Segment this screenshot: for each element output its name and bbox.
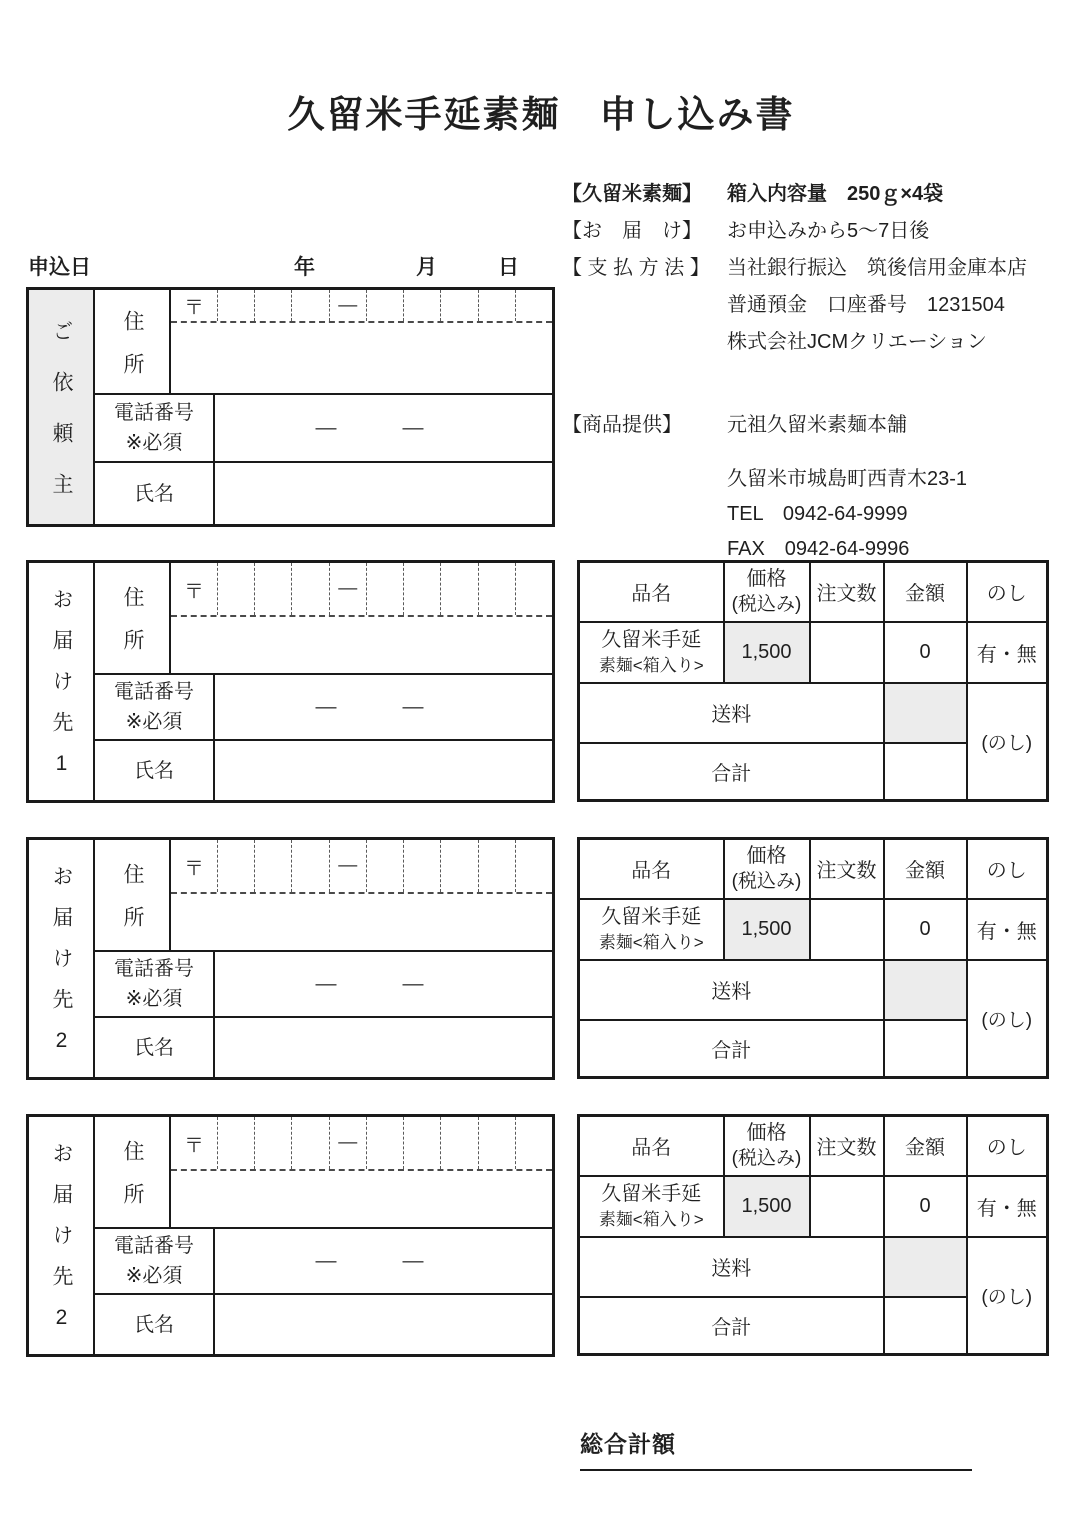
postal-box-cell (255, 563, 292, 615)
col-header-noshi: のし (967, 839, 1048, 899)
name-row (95, 1018, 552, 1077)
col-header-price: 価格 (税込み) (724, 1116, 810, 1176)
postal-box-cell (479, 563, 516, 615)
address-label: 住所 (95, 1117, 171, 1227)
order-product-row (579, 899, 1048, 960)
col-header-qty: 注文数 (810, 562, 884, 622)
info-value-account: 普通預金 口座番号 1231504 (727, 294, 1005, 316)
postal-dash-cell: — (330, 290, 367, 321)
address-write-area (171, 894, 552, 950)
phone-dash: — (315, 695, 337, 718)
shipping-label-cell: 送料 (579, 960, 884, 1020)
phone-row (95, 1229, 552, 1295)
phone-required-note: ※必須 (125, 1265, 183, 1287)
page-title: 久留米手延素麺 申し込み書 (287, 94, 795, 135)
name-write-area (215, 741, 552, 800)
phone-write-area (201, 952, 538, 1016)
amount-cell: 0 (884, 899, 967, 960)
provider-label: 【商品提供】 (562, 414, 682, 436)
phone-required-note: ※必須 (125, 711, 183, 733)
postal-box-cell (516, 1117, 552, 1169)
postal-box-cell (404, 563, 441, 615)
postal-box-cell (479, 290, 516, 321)
name-write-area (215, 1295, 552, 1354)
col-header-product: 品名 (579, 839, 724, 899)
postal-mark: 〒 (171, 290, 218, 321)
col-header-price: 価格 (税込み) (724, 839, 810, 899)
col-header-qty: 注文数 (810, 1116, 884, 1176)
postal-box-cell (218, 290, 255, 321)
name-label: 氏名 (95, 463, 215, 524)
col-header-product: 品名 (579, 562, 724, 622)
noshi-paren-cell: (のし) (967, 1237, 1048, 1355)
order-product-row (579, 1176, 1048, 1237)
total-label-cell: 合計 (579, 743, 884, 801)
product-info-block (562, 176, 1042, 361)
postal-code-row (171, 840, 552, 894)
noshi-paren-cell: (のし) (967, 960, 1048, 1078)
order-header-row (579, 839, 1048, 899)
name-label: 氏名 (95, 1018, 215, 1077)
phone-label: 電話番号 ※必須 (95, 675, 215, 739)
order-header-row (579, 562, 1048, 622)
postal-box-cell (367, 563, 404, 615)
address-write-area (171, 323, 552, 393)
shipping-row (579, 683, 1048, 743)
postal-box-cell (441, 840, 478, 892)
order-table-2 (577, 837, 1049, 1079)
total-label-cell: 合計 (579, 1297, 884, 1355)
postal-box-cell (292, 290, 329, 321)
postal-box-cell (367, 840, 404, 892)
postal-box-cell (516, 840, 552, 892)
shipping-row (579, 1237, 1048, 1297)
postal-box-cell (441, 290, 478, 321)
provider-address: 久留米市城島町西青木23-1 (727, 468, 968, 490)
shipping-amount-cell (884, 683, 967, 743)
phone-dash: — (402, 972, 424, 995)
year-label: 年 (294, 256, 315, 279)
postal-box-cell (441, 563, 478, 615)
apply-date-row (28, 251, 555, 281)
info-value-payment: 当社銀行振込 筑後信用金庫本店 (727, 257, 1027, 279)
address-label: 住所 (95, 563, 171, 673)
postal-dash-cell: — (330, 1117, 367, 1169)
postal-dash-cell: — (330, 840, 367, 892)
delivery-1-side-label: お届け先1 (29, 563, 95, 800)
product-name-cell: 久留米手延 素麺<箱入り> (579, 1176, 724, 1237)
day-label: 日 (498, 256, 519, 279)
postal-box-cell (292, 840, 329, 892)
name-write-area (215, 463, 552, 524)
shipping-amount-cell (884, 960, 967, 1020)
phone-dash: — (315, 972, 337, 995)
col-header-product: 品名 (579, 1116, 724, 1176)
amount-cell: 0 (884, 1176, 967, 1237)
address-row (95, 1117, 552, 1229)
shipping-amount-cell (884, 1237, 967, 1297)
product-name-cell: 久留米手延 素麺<箱入り> (579, 622, 724, 683)
noshi-choice-cell: 有・無 (967, 899, 1048, 960)
info-row-payment (562, 250, 1042, 287)
info-row-delivery (562, 213, 1042, 250)
postal-box-cell (292, 1117, 329, 1169)
order-header-row (579, 1116, 1048, 1176)
postal-box-cell (255, 290, 292, 321)
postal-box-cell (255, 840, 292, 892)
phone-dash: — (315, 416, 337, 439)
price-cell: 1,500 (724, 1176, 810, 1237)
postal-box-cell (367, 1117, 404, 1169)
phone-required-note: ※必須 (125, 988, 183, 1010)
col-header-noshi: のし (967, 1116, 1048, 1176)
postal-box-cell (218, 563, 255, 615)
col-header-amount: 金額 (884, 1116, 967, 1176)
address-row (95, 563, 552, 675)
name-row (95, 463, 552, 524)
shipping-label-cell: 送料 (579, 683, 884, 743)
address-write-area (171, 1171, 552, 1227)
postal-box-cell (404, 290, 441, 321)
postal-box-cell (479, 840, 516, 892)
phone-row (95, 675, 552, 741)
total-amount-cell (884, 1020, 967, 1078)
postal-box-cell (441, 1117, 478, 1169)
requester-table (26, 287, 555, 527)
info-value-product: 箱入内容量 250ｇ×4袋 (727, 183, 944, 205)
info-label-delivery: 【お 届 け】 (562, 220, 702, 242)
phone-dash: — (402, 416, 424, 439)
col-header-qty: 注文数 (810, 839, 884, 899)
col-header-amount: 金額 (884, 839, 967, 899)
name-row (95, 1295, 552, 1354)
name-row (95, 741, 552, 800)
delivery-table-1 (26, 560, 555, 803)
postal-box-cell (516, 563, 552, 615)
qty-write-cell (810, 1176, 884, 1237)
postal-dash-cell: — (330, 563, 367, 615)
provider-block (562, 410, 1042, 567)
info-value-delivery: お申込みから5〜7日後 (727, 220, 930, 242)
address-row (95, 840, 552, 952)
total-amount-cell (884, 743, 967, 801)
delivery-2-side-label: お届け先2 (29, 840, 95, 1077)
total-amount-cell (884, 1297, 967, 1355)
phone-label: 電話番号 ※必須 (95, 395, 215, 461)
provider-name: 元祖久留米素麺本舗 (727, 414, 907, 436)
phone-row (95, 395, 552, 463)
postal-box-cell (367, 290, 404, 321)
postal-code-row (171, 1117, 552, 1171)
info-row-product (562, 176, 1042, 213)
postal-box-cell (404, 1117, 441, 1169)
address-row (95, 290, 552, 395)
col-header-amount: 金額 (884, 562, 967, 622)
postal-box-cell (292, 563, 329, 615)
phone-dash: — (315, 1249, 337, 1272)
requester-side-label: ご依頼主 (29, 290, 95, 524)
postal-box-cell (479, 1117, 516, 1169)
grand-total-line (580, 1426, 972, 1471)
qty-write-cell (810, 622, 884, 683)
phone-dash: — (402, 695, 424, 718)
order-table-1 (577, 560, 1049, 802)
postal-code-row (171, 563, 552, 617)
name-label: 氏名 (95, 741, 215, 800)
phone-required-note: ※必須 (125, 432, 183, 454)
provider-tel: TEL 0942-64-9999 (727, 503, 908, 525)
phone-label: 電話番号 ※必須 (95, 952, 215, 1016)
qty-write-cell (810, 899, 884, 960)
phone-dash: — (402, 1249, 424, 1272)
col-header-price: 価格 (税込み) (724, 562, 810, 622)
name-label: 氏名 (95, 1295, 215, 1354)
postal-box-cell (516, 290, 552, 321)
address-write-area (171, 617, 552, 673)
noshi-choice-cell: 有・無 (967, 622, 1048, 683)
phone-write-area (201, 675, 538, 739)
address-label: 住所 (95, 840, 171, 950)
amount-cell: 0 (884, 622, 967, 683)
info-label-empty-2 (562, 324, 727, 361)
total-label-cell: 合計 (579, 1020, 884, 1078)
provider-row (562, 410, 1042, 440)
phone-row (95, 952, 552, 1018)
phone-write-area (201, 1229, 538, 1293)
postal-box-cell (255, 1117, 292, 1169)
noshi-choice-cell: 有・無 (967, 1176, 1048, 1237)
postal-box-cell (404, 840, 441, 892)
delivery-table-2 (26, 837, 555, 1080)
postal-mark: 〒 (171, 840, 218, 892)
noshi-paren-cell: (のし) (967, 683, 1048, 801)
phone-write-area (201, 395, 538, 461)
price-cell: 1,500 (724, 622, 810, 683)
price-cell: 1,500 (724, 899, 810, 960)
postal-mark: 〒 (171, 1117, 218, 1169)
delivery-table-3 (26, 1114, 555, 1357)
order-table-3 (577, 1114, 1049, 1356)
shipping-row (579, 960, 1048, 1020)
phone-label: 電話番号 ※必須 (95, 1229, 215, 1293)
month-label: 月 (416, 256, 437, 279)
info-label-empty-1 (562, 287, 727, 324)
delivery-3-side-label: お届け先2 (29, 1117, 95, 1354)
address-label: 住所 (95, 290, 171, 393)
postal-box-cell (218, 1117, 255, 1169)
product-name-cell: 久留米手延 素麺<箱入り> (579, 899, 724, 960)
postal-mark: 〒 (171, 563, 218, 615)
info-value-company: 株式会社JCMクリエーション (727, 331, 987, 353)
postal-box-cell (218, 840, 255, 892)
grand-total-label: 総合計額 (580, 1431, 676, 1457)
name-write-area (215, 1018, 552, 1077)
postal-code-row (171, 290, 552, 323)
info-label-product: 【久留米素麺】 (562, 183, 702, 205)
info-row-account (562, 287, 1042, 324)
info-row-company (562, 324, 1042, 361)
provider-fax: FAX 0942-64-9996 (727, 538, 910, 560)
col-header-noshi: のし (967, 562, 1048, 622)
info-label-payment: 【 支 払 方 法 】 (562, 257, 710, 279)
order-product-row (579, 622, 1048, 683)
shipping-label-cell: 送料 (579, 1237, 884, 1297)
apply-date-label: 申込日 (28, 256, 91, 279)
